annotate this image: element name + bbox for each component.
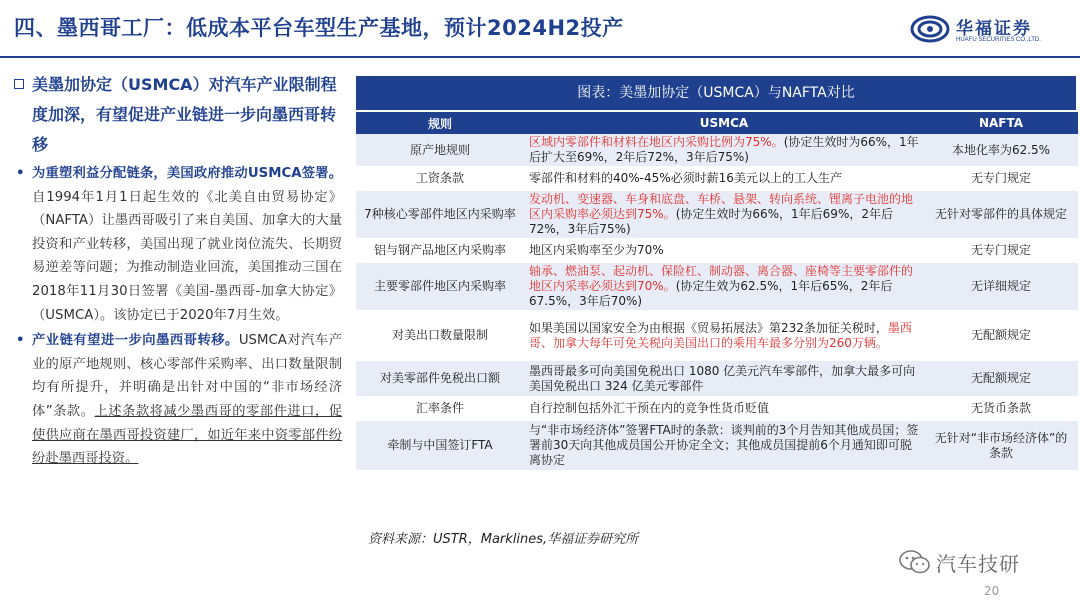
bullet-underlined-text: 上述条款将减少墨西哥的零部件进口，促使供应商在墨西哥投资建厂，如近年来中资零部件纷纷赴墨西哥投资。 — [32, 403, 343, 467]
usmca-cell — [524, 311, 924, 361]
title-divider — [0, 56, 1080, 58]
table-row — [356, 361, 1078, 397]
nafta-cell: 无专门规定 — [924, 239, 1078, 263]
usmca-text: 地区内采购率至少为70% — [529, 243, 664, 257]
table-row — [356, 263, 1078, 311]
usmca-text: (协定生效时为66%，1年后69%，2年后72%，3年后75%) — [529, 207, 893, 236]
watermark-text: 汽车技研 — [936, 552, 1020, 576]
table-row — [356, 311, 1078, 361]
rule-cell: 7种核心零部件地区内采购率 — [356, 191, 524, 239]
nafta-cell: 无针对零部件的具体规定 — [924, 191, 1078, 239]
usmca-text: (协定生效为62.5%，1年后65%，2年后67.5%，3年后70%) — [529, 279, 893, 308]
rule-cell: 牵制与中国签订FTA — [356, 421, 524, 471]
usmca-cell — [524, 191, 924, 239]
nafta-cell: 本地化率为62.5% — [924, 134, 1078, 167]
table-row — [356, 191, 1078, 239]
rule-cell: 对美零部件免税出口额 — [356, 361, 524, 397]
usmca-text: 墨西哥最多可向美国免税出口 1080 亿美元汽车零部件，加拿大最多可向美国免税出口 324 亿美元零部件 — [529, 363, 916, 393]
company-logo — [910, 12, 1070, 52]
table-header-row — [356, 112, 1078, 134]
rule-cell: 铝与钢产品地区内采购率 — [356, 239, 524, 263]
bullet-dot-icon: • — [16, 166, 25, 181]
usmca-cell — [524, 421, 924, 471]
bullet-dot-icon: • — [16, 333, 25, 349]
lead-text: 美墨加协定（USMCA）对汽车产业限制程度加深，有望促进产业链进一步向墨西哥转移 — [32, 75, 337, 154]
logo-english-name: HUAFU SECURITIES CO.,LTD. — [956, 37, 1041, 43]
usmca-highlight-text: 轴承、燃油泵、起动机、保险杠、制动器、离合器、座椅等主要零部件的地区内采率必须达到70%。 — [529, 264, 914, 293]
nafta-cell: 无专门规定 — [924, 167, 1078, 191]
nafta-cell: 无货币条款 — [924, 397, 1078, 421]
table-caption: 图表：美墨加协定（USMCA）与NAFTA对比 — [356, 76, 1076, 110]
column-header-rule: 规则 — [356, 112, 524, 134]
usmca-highlight-text: 发动机、变速器、车身和底盘、车桥、悬架、转向系统、锂离子电池的地区内采购率必须达到75%。 — [529, 192, 914, 221]
usmca-text: 如果美国以国家安全为由根据《贸易拓展法》第232条加征关税时， — [529, 320, 888, 335]
usmca-text: 零部件和材料的40%-45%必须时薪16美元以上的工人生产 — [529, 171, 842, 185]
table-row — [356, 167, 1078, 191]
usmca-cell — [524, 397, 924, 421]
lead-heading — [12, 70, 342, 160]
logo-name: 华福证券 — [956, 19, 1032, 39]
page-number: 20 — [984, 584, 1000, 598]
nafta-cell: 无配额规定 — [924, 361, 1078, 397]
comparison-table — [356, 112, 1078, 471]
usmca-highlight-text: 墨西哥、加拿大每年可免关税向美国出口的乘用车最多分别为260万辆。 — [529, 320, 912, 350]
table-row — [356, 134, 1078, 167]
usmca-text: 与“非市场经济体”签署FTA时的条款：谈判前的3个月告知其他成员国；签署前30天向其他成员国公开协定全文；其他成员国提前6个月通知即可脱离协定 — [529, 423, 919, 467]
table-row — [356, 239, 1078, 263]
wechat-icon — [898, 548, 932, 576]
usmca-text: (协定生效时为66%，1年后扩大至69%，2年后72%，3年后75%) — [529, 135, 919, 164]
table-row — [356, 397, 1078, 421]
usmca-cell — [524, 134, 924, 167]
usmca-text: 自行控制包括外汇干预在内的竞争性货币贬值 — [529, 401, 770, 415]
usmca-highlight-text: 区域内零部件和材料在地区内采购比例为75%。 — [529, 135, 784, 149]
bullet-bold: 产业链有望进一步向墨西哥转移。 — [32, 333, 239, 349]
rule-cell: 主要零部件地区内采购率 — [356, 263, 524, 311]
rule-cell: 原产地规则 — [356, 134, 524, 167]
left-column — [12, 70, 342, 471]
watermark — [898, 546, 1058, 576]
page-title: 四、墨西哥工厂：低成本平台车型生产基地，预计2024H2投产 — [14, 16, 624, 40]
nafta-cell: 无配额规定 — [924, 311, 1078, 361]
bullet-text: USMCA对汽车产业的原产地规则、核心零部件采购率、出口数量限制均有所提升，并明确是出针对中国的“非市场经济体”条款。 — [32, 333, 343, 419]
rule-cell: 汇率条件 — [356, 397, 524, 421]
usmca-cell — [524, 361, 924, 397]
huafu-logo-icon — [910, 14, 950, 44]
nafta-cell: 无针对“非市场经济体”的条款 — [924, 421, 1078, 471]
bullet-point — [12, 329, 342, 471]
column-header-nafta: NAFTA — [924, 112, 1078, 134]
bullet-bold: 为重塑利益分配链条，美国政府推动USMCA签署。 — [32, 166, 342, 181]
source-note: 资料来源：USTR，Marklines,华福证券研究所 — [368, 532, 639, 547]
bullet-text: 自1994年1月1日起生效的《北美自由贸易协定》（NAFTA）让墨西哥吸引了来自美国、加拿大的大量投资和产业转移，美国出现了就业岗位流失、长期贸易逆差等问题；为推动制造业回流，美国推动三国在2018年11月30日签署《美国-墨西哥-加拿大协定》（USMCA）。该协定已于2020年7月生效。 — [32, 189, 342, 323]
rule-cell: 工资条款 — [356, 167, 524, 191]
usmca-cell — [524, 167, 924, 191]
usmca-cell — [524, 239, 924, 263]
nafta-cell: 无详细规定 — [924, 263, 1078, 311]
square-bullet-icon — [14, 79, 24, 89]
table-row — [356, 421, 1078, 471]
column-header-usmca: USMCA — [524, 112, 924, 134]
usmca-cell — [524, 263, 924, 311]
rule-cell: 对美出口数量限制 — [356, 311, 524, 361]
bullet-point — [12, 162, 342, 327]
